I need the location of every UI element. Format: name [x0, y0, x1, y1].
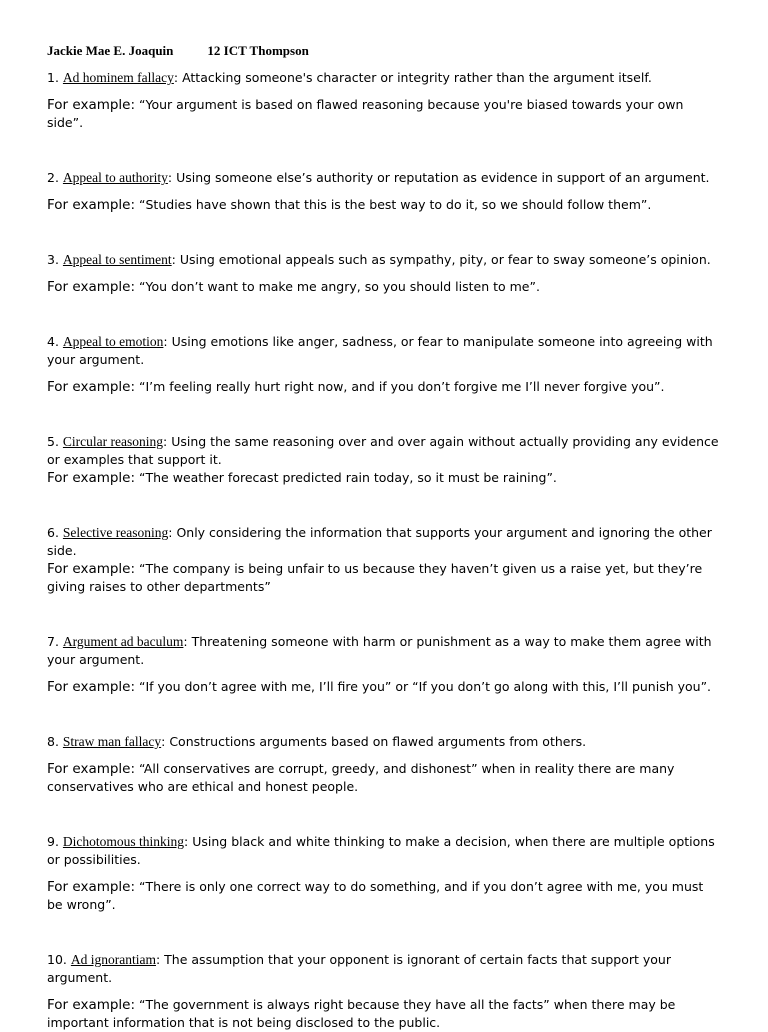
fallacy-definition — [47, 833, 722, 869]
document-header — [47, 43, 722, 59]
fallacy-example — [47, 378, 722, 396]
example-text: “Your argument is based on flawed reasoning because you're biased towards your own side”. — [47, 97, 684, 130]
definition-text: : Using someone else’s authority or reputation as evidence in support of an argument. — [167, 170, 710, 185]
fallacy-example — [47, 996, 722, 1032]
fallacy-example — [47, 469, 722, 487]
example-lead: For example: — [47, 879, 136, 895]
document-page — [47, 43, 722, 1032]
example-lead: For example: — [47, 761, 136, 777]
example-text: “The government is always right because they have all the facts” when there may be important information that is not being disclosed to the public. — [47, 997, 676, 1030]
fallacy-term: Argument ad baculum — [62, 634, 184, 649]
fallacy-definition — [47, 733, 722, 751]
fallacy-item-1 — [47, 69, 722, 132]
example-text: “The weather forecast predicted rain today, so it must be raining”. — [135, 470, 557, 485]
fallacy-item-9 — [47, 833, 722, 914]
example-lead: For example: — [47, 997, 136, 1013]
definition-text: : Attacking someone's character or integrity rather than the argument itself. — [173, 70, 652, 85]
fallacy-item-2 — [47, 169, 722, 214]
item-number: 2. — [47, 170, 59, 185]
fallacy-definition — [47, 251, 722, 269]
example-lead: For example: — [47, 679, 136, 695]
definition-text: : Using black and white thinking to make a decision, when there are multiple options or possibilities. — [47, 834, 715, 867]
fallacy-item-6 — [47, 524, 722, 596]
fallacy-example — [47, 560, 722, 596]
fallacy-item-3 — [47, 251, 722, 296]
example-lead: For example: — [47, 470, 136, 486]
example-text: “I’m feeling really hurt right now, and if you don’t forgive me I’ll never forgive you”. — [135, 379, 665, 394]
fallacy-term: Selective reasoning — [62, 525, 169, 540]
item-number: 4. — [47, 334, 59, 349]
example-lead: For example: — [47, 279, 136, 295]
definition-text: : Using emotional appeals such as sympathy, pity, or fear to sway someone’s opinion. — [171, 252, 711, 267]
definition-text: : Using emotions like anger, sadness, or fear to manipulate someone into agreeing with your argument. — [47, 334, 713, 367]
item-number: 5. — [47, 434, 59, 449]
fallacy-definition — [47, 169, 722, 187]
fallacy-definition — [47, 524, 722, 560]
item-number: 6. — [47, 525, 59, 540]
item-number: 10. — [47, 952, 67, 967]
example-text: “You don’t want to make me angry, so you should listen to me”. — [135, 279, 540, 294]
class-section: 12 ICT Thompson — [207, 43, 309, 58]
fallacy-item-5 — [47, 433, 722, 487]
definition-text: : The assumption that your opponent is ignorant of certain facts that support your argument. — [47, 952, 671, 985]
item-number: 8. — [47, 734, 59, 749]
example-text: “If you don’t agree with me, I’ll fire you” or “If you don’t go along with this, I’ll punish you”. — [135, 679, 712, 694]
item-number: 9. — [47, 834, 59, 849]
fallacy-definition — [47, 69, 722, 87]
example-lead: For example: — [47, 379, 136, 395]
fallacy-example — [47, 760, 722, 796]
fallacy-term: Straw man fallacy — [62, 734, 162, 749]
fallacy-example — [47, 96, 722, 132]
fallacy-example — [47, 196, 722, 214]
fallacy-item-8 — [47, 733, 722, 796]
definition-text: : Threatening someone with harm or punishment as a way to make them agree with your argument. — [47, 634, 712, 667]
definition-text: : Constructions arguments based on flawed arguments from others. — [161, 734, 587, 749]
fallacy-definition — [47, 333, 722, 369]
fallacy-example — [47, 678, 722, 696]
fallacy-example — [47, 878, 722, 914]
example-lead: For example: — [47, 197, 136, 213]
student-name: Jackie Mae E. Joaquin — [47, 43, 174, 58]
fallacy-definition — [47, 633, 722, 669]
fallacy-term: Circular reasoning — [62, 434, 164, 449]
definition-text: : Only considering the information that supports your argument and ignoring the other side. — [47, 525, 712, 558]
fallacy-definition — [47, 433, 722, 469]
item-number: 3. — [47, 252, 59, 267]
definition-text: : Using the same reasoning over and over again without actually providing any evidence or examples that support it. — [47, 434, 719, 467]
example-lead: For example: — [47, 561, 136, 577]
fallacy-term: Ad hominem fallacy — [62, 70, 174, 85]
item-number: 1. — [47, 70, 59, 85]
example-text: “The company is being unfair to us because they haven’t given us a raise yet, but they’re giving raises to other departments” — [47, 561, 703, 594]
example-text: “There is only one correct way to do something, and if you don’t agree with me, you must be wrong”. — [47, 879, 704, 912]
fallacy-term: Appeal to sentiment — [62, 252, 172, 267]
fallacy-item-10 — [47, 951, 722, 1032]
example-lead: For example: — [47, 97, 136, 113]
fallacy-example — [47, 278, 722, 296]
fallacy-term: Dichotomous thinking — [62, 834, 185, 849]
fallacy-term: Ad ignorantiam — [70, 952, 156, 967]
fallacy-item-7 — [47, 633, 722, 696]
fallacy-term: Appeal to authority — [62, 170, 168, 185]
fallacy-item-4 — [47, 333, 722, 396]
example-text: “All conservatives are corrupt, greedy, and dishonest” when in reality there are many conservatives who are ethical and honest people. — [47, 761, 675, 794]
item-number: 7. — [47, 634, 59, 649]
example-text: “Studies have shown that this is the best way to do it, so we should follow them”. — [135, 197, 652, 212]
fallacy-definition — [47, 951, 722, 987]
fallacy-term: Appeal to emotion — [62, 334, 164, 349]
